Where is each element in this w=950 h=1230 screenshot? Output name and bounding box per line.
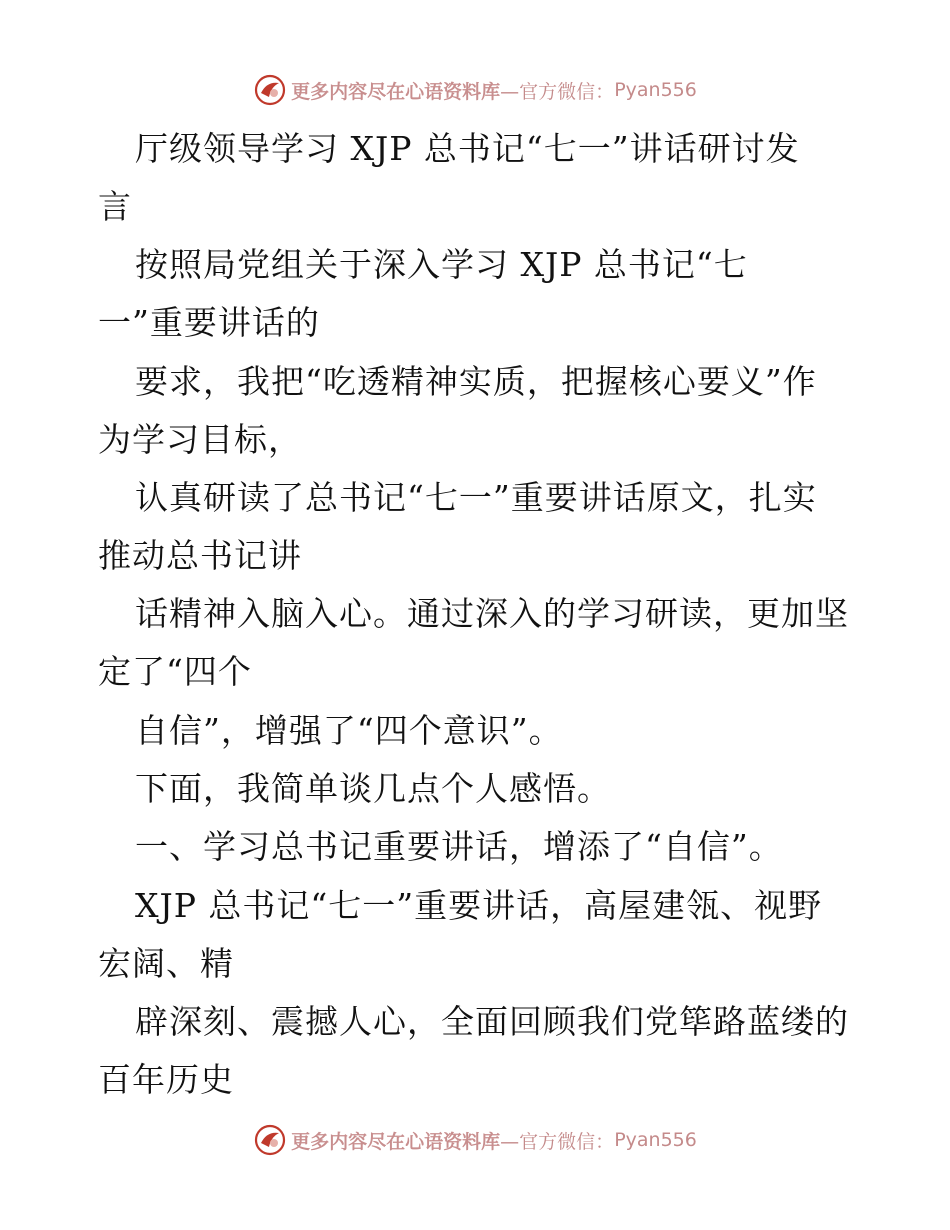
text-line: 百年历史 [98, 1060, 234, 1099]
text-line: 要求，我把“吃透精神实质，把握核心要义”作 [135, 362, 817, 401]
logo-icon [253, 73, 287, 107]
footer-watermark [0, 1120, 950, 1160]
watermark-main-text: 更多内容尽在心语资料库 [291, 1130, 501, 1153]
text-line: 厅级领导学习 XJP 总书记“七一”讲话研讨发 [135, 129, 800, 168]
logo-icon [253, 1123, 287, 1157]
text-line: 自信”，增强了“四个意识”。 [135, 711, 563, 750]
text-line: 推动总书记讲 [98, 536, 302, 575]
text-line: 定了“四个 [98, 652, 252, 691]
text-line: 按照局党组关于深入学习 XJP 总书记“七 [135, 245, 748, 284]
text-line: 辟深刻、震撼人心，全面回顾我们党筚路蓝缕的 [135, 1002, 849, 1041]
header-watermark [0, 70, 950, 110]
text-line: 一、学习总书记重要讲话，增添了“自信”。 [135, 827, 783, 866]
text-line: 言 [98, 187, 132, 226]
text-line: 话精神入脑入心。通过深入的学习研读，更加坚 [135, 594, 849, 633]
watermark-main-text: 更多内容尽在心语资料库 [291, 80, 501, 103]
text-line: 宏阔、精 [98, 944, 234, 983]
watermark-separator-text: —官方微信： [500, 80, 615, 103]
text-line: 下面，我简单谈几点个人感悟。 [135, 769, 611, 808]
text-line: 为学习目标， [98, 420, 302, 459]
watermark-separator-text: —官方微信： [500, 1130, 615, 1153]
watermark-wechat-id: Pyan556 [614, 1129, 697, 1151]
watermark-wechat-id: Pyan556 [614, 79, 697, 101]
text-line: XJP 总书记“七一”重要讲话，高屋建瓴、视野 [135, 886, 823, 925]
text-line: 一”重要讲话的 [98, 303, 320, 342]
text-line: 认真研读了总书记“七一”重要讲话原文，扎实 [135, 478, 817, 517]
